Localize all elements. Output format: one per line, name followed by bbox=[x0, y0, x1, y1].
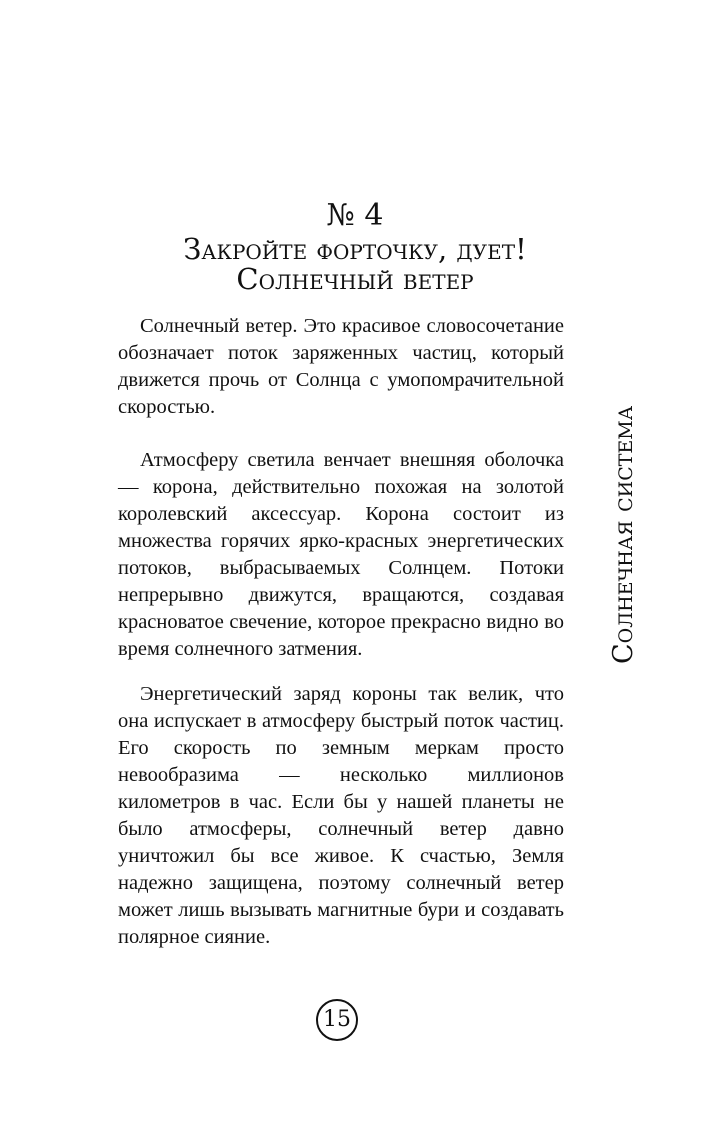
chapter-number: № 4 bbox=[326, 198, 384, 233]
page-number: 15 bbox=[316, 999, 358, 1041]
paragraph-text: Атмосферу светила венчает внешняя оболочка — корона, действительно похожая на золотой королевский аксессуар. Корона состоит из множества горячих ярко-красных энергетических потоков, выбрасываемых Солнцем. Потоки непрерывно движутся, вращаются, создавая красноватое свечение, которое прекрасно видно во время солнечного затмения. bbox=[118, 449, 564, 660]
section-side-label: Солнечная система bbox=[608, 405, 639, 664]
paragraph-text: Энергетический заряд короны так велик, что она испускает в атмосферу быстрый поток частиц. Его скорость по земным меркам просто невообразима — несколько миллионов километров в час. Если бы у нашей планеты не было атмосферы, солнечный ветер давно уничтожил бы все живое. К счастью, Земля надежно защищена, поэтому солнечный ветер может лишь вызывать магнитные бури и создавать полярное сияние. bbox=[118, 683, 564, 948]
paragraph-2 bbox=[118, 447, 564, 663]
chapter-subtitle: Солнечный ветер bbox=[236, 262, 474, 296]
paragraph-3 bbox=[118, 681, 564, 951]
chapter-title: Закройте форточку, дует! bbox=[183, 232, 527, 266]
paragraph-1 bbox=[118, 313, 564, 421]
paragraph-text: Солнечный ветер. Это красивое словосочетание обозначает поток заряженных частиц, который движется прочь от Солнца с умопомрачительной скоростью. bbox=[118, 315, 564, 418]
